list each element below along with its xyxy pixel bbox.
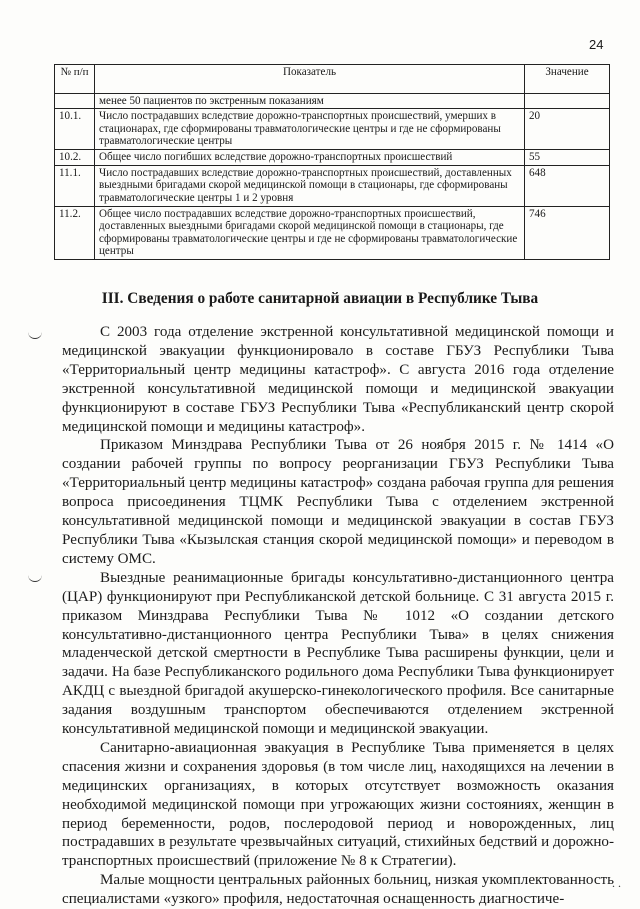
table-row: [55, 165, 610, 206]
paragraph: Санитарно-авиационная эвакуация в Республике Тыва применяется в целях спасения жизни и сохранения здоровья (в том числе лиц, находящихся на лечении в медицинских организациях, в которых отсутствует возможность оказания необходимой медицинской помощи при угрожающих жизни состояниях, женщин в период беременности, родов, послеродовой период и новорожденных, лиц пострадавших в результате чрезвычайных ситуаций, стихийных бедствий и дорожно-транспортных происшествий (приложение № 8 к Стратегии).: [62, 739, 614, 870]
row-value: 20: [525, 109, 610, 150]
paragraph: Приказом Минздрава Республики Тыва от 26 ноября 2015 г. № 1414 «О создании рабочей группы по вопросу реорганизации ГБУЗ Республики Тыва «Территориальный центр медицины катастроф» создана рабочая группа для решения вопроса присоединения ТЦМК Республики Тыва с отделением экстренной консультативной медицинской помощи и медицинской эвакуации в состав ГБУЗ Республики Тыва «Кызылская станция скорой медицинской помощи» и переводом в систему ОМС.: [62, 437, 614, 567]
row-indicator: Общее число пострадавших вследствие дорожно-транспортных происшествий, доставленных выездными бригадами скорой медицинской помощи в стационары, где сформированы травматологические центры и где не сформированы травматологические центры: [95, 206, 525, 259]
row-value: [525, 94, 610, 109]
table-row: [55, 94, 610, 109]
paragraph: Малые мощности центральных районных больниц, низкая укомплектованность специалистами «узкого» профиля, недостаточная оснащенность диагностиче-: [62, 872, 614, 908]
row-value: 55: [525, 150, 610, 165]
table-header-row: [55, 65, 610, 94]
row-indicator: Число пострадавших вследствие дорожно-транспортных происшествий, доставленных выездными бригадами скорой медицинской помощи в стационары, где сформированы травматологические центры 1 и 2 уровня: [95, 165, 525, 206]
header-num: № п/п: [55, 65, 95, 94]
indicators-table: [54, 64, 610, 260]
header-value: Значение: [525, 65, 610, 94]
table-row: [55, 109, 610, 150]
row-num: [55, 94, 95, 109]
row-num: 11.2.: [55, 206, 95, 259]
margin-mark-icon: [28, 332, 42, 339]
row-indicator: менее 50 пациентов по экстренным показаниям: [95, 94, 525, 109]
row-num: 10.2.: [55, 150, 95, 165]
paragraph: Выездные реанимационные бригады консультативно-дистанционного центра (ЦАР) функционируют при Республиканской детской больнице. С 31 августа 2015 г. приказом Минздрава Республики Тыва № 1012 «О создании детского консультативно-дистанционного центра Республики Тыва» в целях снижения младенческой детской смертности в Республике Тыва расширены функции, цели и задачи. На базе Республиканского родильного дома Республики Тыва функционирует АКДЦ с выездной бригадой акушерско-гинекологического профиля. Все санитарные задания воздушным транспортом обеспечиваются отделением экстренной консультативной медицинской помощи и медицинской эвакуации.: [62, 569, 614, 738]
header-indicator: Показатель: [95, 65, 525, 94]
row-indicator: Число пострадавших вследствие дорожно-транспортных происшествий, умерших в стационарах, где сформированы травматологические центры и где не сформированы травматологические центры: [95, 109, 525, 150]
margin-mark-icon: [28, 575, 42, 582]
table-row: [55, 206, 610, 259]
row-num: 10.1.: [55, 109, 95, 150]
section-title: III. Сведения о работе санитарной авиации в Республике Тыва: [101, 290, 539, 307]
row-value: 648: [525, 165, 610, 206]
paragraph: С 2003 года отделение экстренной консультативной медицинской помощи и медицинской эвакуации функционировало в составе ГБУЗ Республики Тыва «Территориальный центр медицины катастроф». С августа 2016 года отделение экстренной консультативной медицинской помощи и медицинской эвакуации функционируют в составе ГБУЗ Республики Тыва «Республиканский центр скорой медицинской помощи и медицины катастроф».: [62, 324, 614, 435]
row-indicator: Общее число погибших вследствие дорожно-транспортных происшествий: [95, 150, 525, 165]
row-num: 11.1.: [55, 165, 95, 206]
table-row: [55, 150, 610, 165]
row-value: 746: [525, 206, 610, 259]
page-number: 24: [589, 37, 604, 52]
body-text: [62, 323, 614, 909]
footer-marks: . .: [612, 876, 621, 890]
